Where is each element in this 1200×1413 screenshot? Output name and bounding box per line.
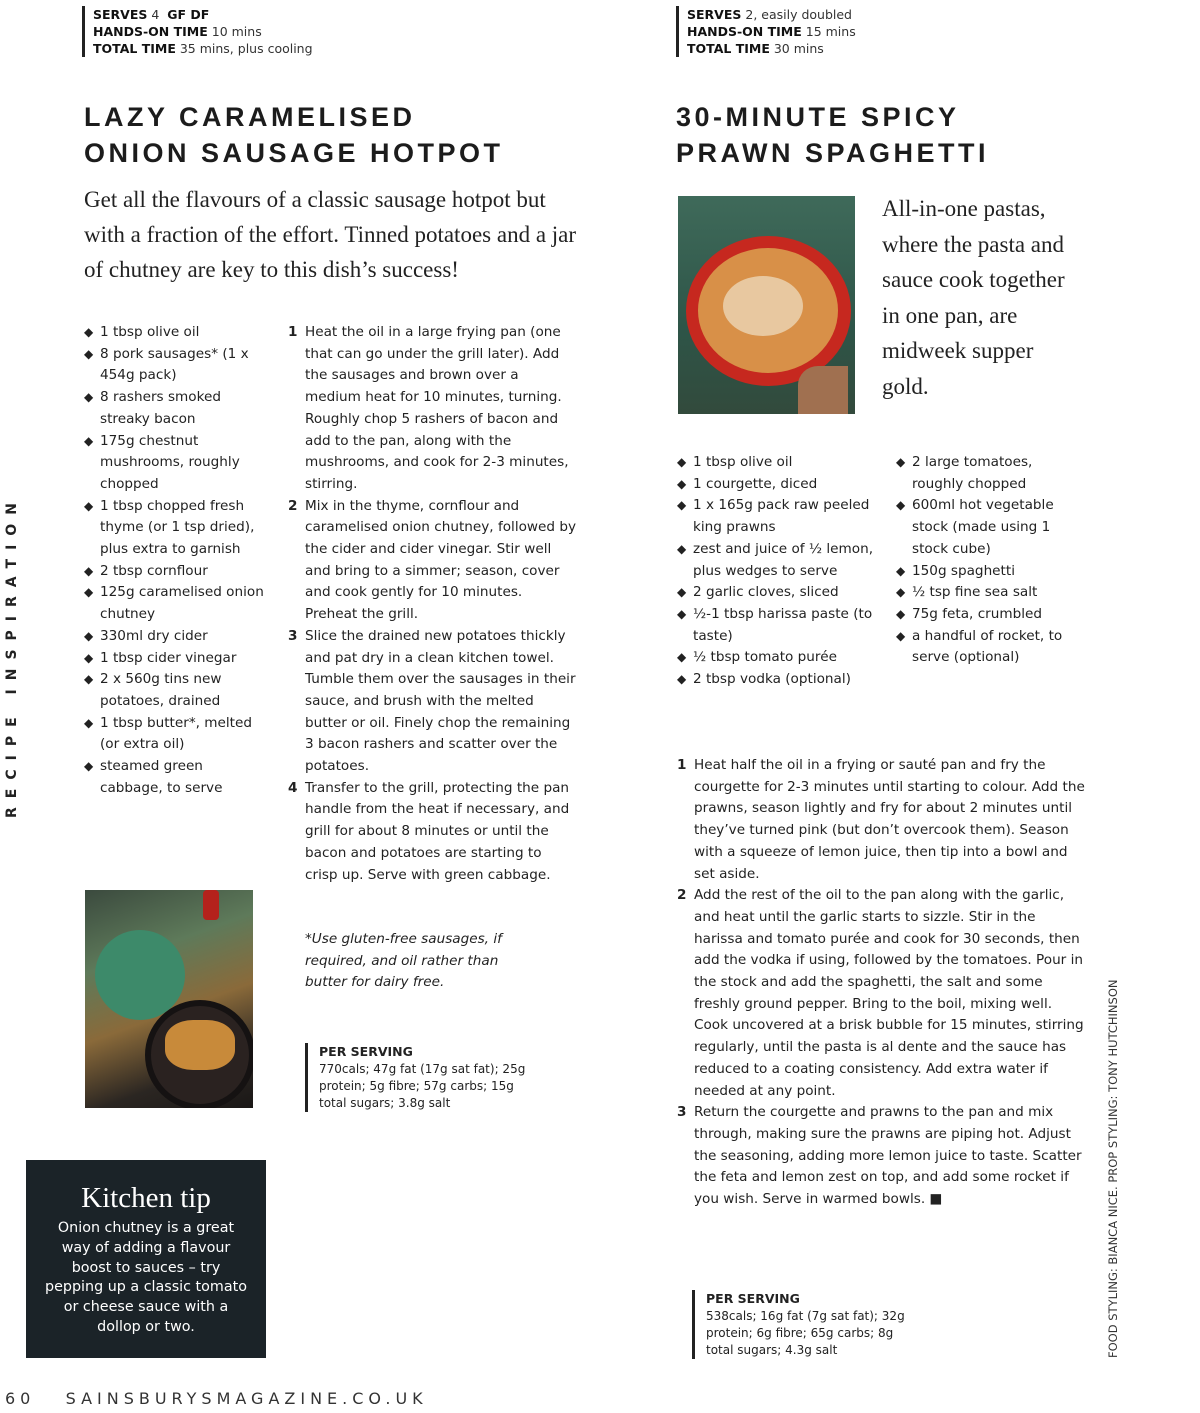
recipe1-standfirst: Get all the flavours of a classic sausage hotpot but with a fraction of the effort. Tinned potatoes and a jar of chutney are key to this dish’s success! [84,187,577,282]
method-step [677,1102,1085,1211]
ingredient-item: ◆ 1 tbsp cider vinegar [84,648,264,670]
hotpot-photo [85,890,253,1108]
recipe1-ingredients [84,322,264,799]
step-text: Heat the oil in a large frying pan (one that can go under the grill later). Add the sausages and brown over a medium heat for 10 minutes, turning. Roughly chop 5 rashers of bacon and add to the pan, along with the mushrooms, and cook for 2-3 minutes, stirring. [305,324,569,492]
recipe1-per-serving: PER SERVING 770cals; 47g fat (17g sat fat); 25g protein; 5g fibre; 57g carbs; 15g total sugars; 3.8g salt [305,1043,545,1112]
section-label: RECIPE INSPIRATION [4,494,20,818]
recipe1-method [288,322,578,886]
step-text: Add the rest of the oil to the pan along with the garlic, and heat until the garlic starts to sizzle. Stir in the harissa and tomato purée and cook for 30 seconds, then add the vodka if using, followed by the tomatoes. Pour in the stock and add the spaghetti, the salt and some freshly ground pepper. Bring to the boil, mixing well. Cook uncovered at a brisk bubble for 15 minutes, stirring regularly, until the pasta is al dente and the sauce has reduced to a coating consistency. Add extra water if needed at any point. [694,887,1084,1099]
ingredient-item: ◆ 125g caramelised onion chutney [84,582,264,625]
ingredient-item: ◆ 8 rashers smoked streaky bacon [84,387,264,430]
recipe2-ingredients-col2 [896,452,1086,669]
photo-credits: FOOD STYLING: BIANCA NICE. PROP STYLING: TONY HUTCHINSON [1106,979,1120,1358]
ingredient-item: ◆ 8 pork sausages* (1 x 454g pack) [84,344,264,387]
recipe2-standfirst: All-in-one pastas, where the pasta and sauce cook together in one pan, are midweek supper gold. [882,196,1065,399]
step-text: Heat half the oil in a frying or sauté pan and fry the courgette for 2-3 minutes until starting to colour. Add the prawns, season lightly and fry for about 2 minutes until they’ve turned pink (but don’t overcook them). Season with a squeeze of lemon juice, then tip into a bowl and set aside. [694,757,1085,882]
method-step [677,885,1085,1102]
ingredient-item: ◆ 2 x 560g tins new potatoes, drained [84,669,264,712]
step-number: 4 [288,779,298,796]
step-number: 2 [288,497,298,514]
step-number: 1 [677,757,687,773]
recipe1-meta: SERVES 4 GF DF HANDS-ON TIME 10 mins TOTAL TIME 35 mins, plus cooling [82,6,313,57]
footer [5,1389,428,1408]
ingredient-item: ◆ 1 tbsp olive oil [84,322,264,344]
step-text: Slice the drained new potatoes thickly and pat dry in a clean kitchen towel. Tumble them over the sausages in their sauce, and brush with the melted butter or oil. Finely chop the remaining 3 bacon rashers and scatter over the potatoes. [305,627,576,775]
step-text: Return the courgette and prawns to the pan and mix through, making sure the prawns are piping hot. Adjust the seasoning, adding more lemon juice to taste. Scatter the feta and lemon zest on top, and add some rocket if you wish. Serve in warmed bowls. ■ [694,1104,1082,1208]
kitchen-tip-box [26,1160,266,1358]
ingredient-item: ◆ 1 courgette, diced [677,474,877,496]
method-step [288,778,578,887]
ingredient-item: ◆ 2 tbsp cornflour [84,561,264,583]
ingredient-item: ◆ a handful of rocket, to serve (optional) [896,626,1086,669]
ingredient-item: ◆ ½ tbsp tomato purée [677,647,877,669]
ingredient-item: ◆ 1 tbsp chopped fresh thyme (or 1 tsp dried), plus extra to garnish [84,496,264,561]
ingredient-item: ◆ 175g chestnut mushrooms, roughly chopped [84,431,264,496]
ingredient-item: ◆ steamed green cabbage, to serve [84,756,264,799]
ingredient-item: ◆ ½ tsp fine sea salt [896,582,1086,604]
kitchen-tip-title: Kitchen tip [81,1182,211,1214]
ingredient-item: ◆ 1 tbsp olive oil [677,452,877,474]
step-text: Transfer to the grill, protecting the pan handle from the heat if necessary, and grill for about 8 minutes or until the bacon and potatoes are starting to crisp up. Serve with green cabbage. [305,779,570,883]
method-step [288,496,578,626]
page-number: 60 [5,1389,36,1408]
site-url: SAINSBURYSMAGAZINE.CO.UK [65,1389,428,1408]
spaghetti-photo [678,196,855,414]
recipe2-ingredients-col1 [677,452,877,691]
method-step [677,755,1085,885]
ingredient-item: ◆ 2 tbsp vodka (optional) [677,669,877,691]
recipe2-meta: SERVES 2, easily doubled HANDS-ON TIME 15 mins TOTAL TIME 30 mins [676,6,856,57]
step-text: Mix in the thyme, cornflour and caramelised onion chutney, followed by the cider and cider vinegar. Stir well and bring to a simmer; season, cover and cook gently for 10 minutes. Preheat the grill. [305,497,577,623]
ingredient-item: ◆ 600ml hot vegetable stock (made using 1 stock cube) [896,495,1086,560]
ingredient-item: ◆ 2 garlic cloves, sliced [677,582,877,604]
recipe1-note: *Use gluten-free sausages, if required, and oil rather than butter for dairy free. [305,931,502,991]
step-number: 3 [288,627,298,644]
method-step [288,626,578,778]
kitchen-tip-text: Onion chutney is a great way of adding a flavour boost to sauces – try pepping up a classic tomato or cheese sauce with a dollop or two. [45,1220,247,1335]
ingredient-item: ◆ 330ml dry cider [84,626,264,648]
ingredient-item: ◆ 2 large tomatoes, roughly chopped [896,452,1086,495]
recipe2-title: 30-MINUTE SPICY PRAWN SPAGHETTI [676,102,990,168]
ingredient-item: ◆ zest and juice of ½ lemon, plus wedges to serve [677,539,877,582]
ingredient-item: ◆ 150g spaghetti [896,561,1086,583]
recipe1-title: LAZY CARAMELISED ONION SAUSAGE HOTPOT [84,102,504,168]
step-number: 3 [677,1104,687,1121]
recipe2-method [677,755,1085,1211]
ingredient-item: ◆ 1 tbsp butter*, melted (or extra oil) [84,713,264,756]
step-number: 1 [288,324,298,340]
recipe2-per-serving: PER SERVING 538cals; 16g fat (7g sat fat); 32g protein; 6g fibre; 65g carbs; 8g total sugars; 4.3g salt [692,1290,922,1359]
ingredient-item: ◆ ½-1 tbsp harissa paste (to taste) [677,604,877,647]
ingredient-item: ◆ 75g feta, crumbled [896,604,1086,626]
step-number: 2 [677,887,687,904]
ingredient-item: ◆ 1 x 165g pack raw peeled king prawns [677,495,877,538]
method-step [288,322,578,496]
